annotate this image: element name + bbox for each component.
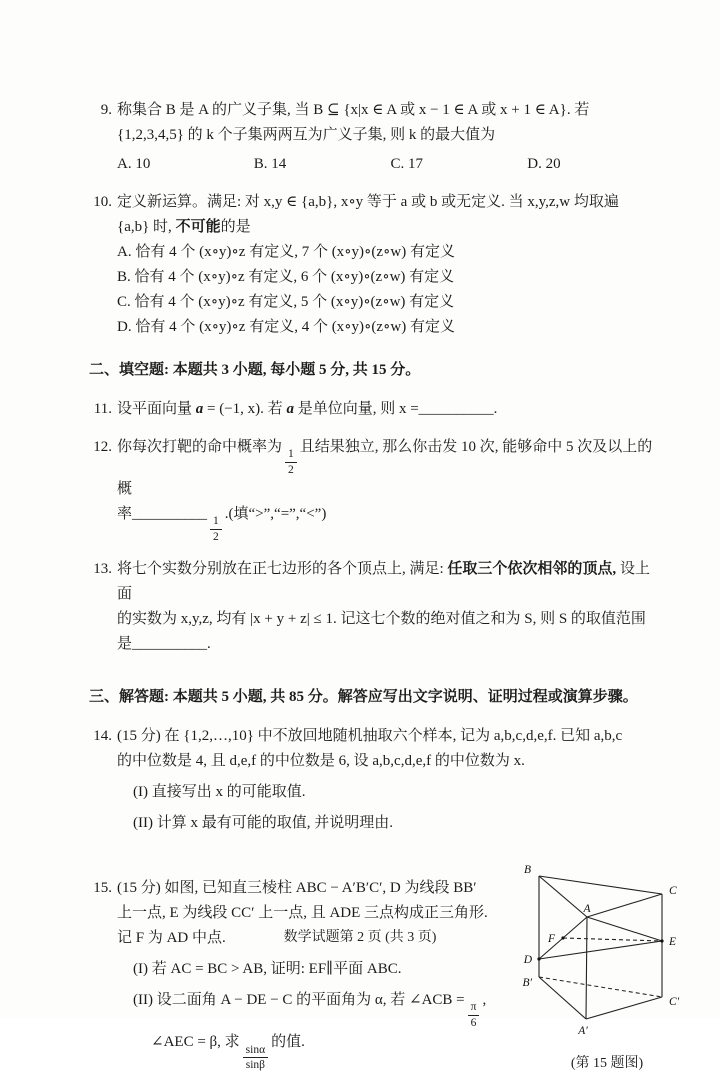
question-14-number: 14. [93, 728, 112, 745]
vertex-label-E: E [669, 936, 677, 949]
question-15-line2: 上一点, E 为线段 CC′ 上一点, 且 ADE 三点构成正三角形. [117, 905, 488, 922]
vertex-label-A-prime: A′ [578, 1025, 588, 1038]
prism-figure [517, 862, 697, 1040]
question-12-number: 12. [93, 439, 112, 455]
vertex-label-A: A [583, 903, 591, 916]
vertex-label-F: F [547, 933, 555, 946]
question-13-line3: 是__________. [117, 636, 211, 653]
option-a: A. 10 [117, 156, 151, 172]
fraction-pi-over-6 [468, 1000, 480, 1030]
question-9-options [117, 152, 664, 177]
question-13 [89, 557, 664, 657]
question-11-number: 11. [93, 401, 112, 417]
vertex-label-B-prime: B′ [522, 977, 532, 990]
question-14-item-2: (II) 计算 x 最有可能的取值, 并说明理由. [133, 815, 393, 832]
option-b: B. 14 [253, 156, 287, 172]
question-15-item-2b [151, 1030, 509, 1072]
fraction-one-half [210, 514, 222, 544]
fraction-denominator: 2 [213, 530, 219, 543]
q15-item2b-pre: ∠AEC = β, 求 [151, 1034, 240, 1051]
question-11-line1 [117, 397, 664, 422]
question-9-line1: 称集合 B 是 A 的广义子集, 当 B ⊆ {x|x ∈ A 或 x − 1 ∈ A 或 x + 1 ∈ A}. 若 [117, 102, 590, 118]
fraction-numerator: 1 [285, 447, 297, 462]
question-15-line1: (15 分) 如图, 已知直三棱柱 ABC − A′B′C′, D 为线段 BB′ [117, 880, 477, 897]
question-10-number: 10. [93, 194, 112, 210]
q12-seg2: 且结果独立, 那么你击发 10 次, 能够命中 5 次及以上的概 [117, 439, 653, 498]
q13-seg2: 设上面 [117, 561, 650, 603]
question-14-line2: 的中位数是 4, 且 d,e,f 的中位数是 6, 设 a,b,c,d,e,f 的中位数为 x. [117, 753, 525, 770]
question-13-line2: 的实数为 x,y,z, 均有 |x + y + z| ≤ 1. 记这七个数的绝对值之和为 S, 则 S 的取值范围 [117, 611, 646, 628]
fraction-sin-ratio [243, 1043, 268, 1073]
question-15-number: 15. [93, 880, 112, 897]
page-footer: 数学试题第 2 页 (共 3 页) [283, 930, 437, 945]
question-13-line1 [117, 557, 664, 607]
q13-seg1: 将七个实数分别放在正七边形的各个顶点上, 满足: [117, 561, 448, 578]
option-c: C. 17 [390, 156, 424, 172]
question-12-line2 [117, 502, 664, 544]
q15-item2-pre: (II) 设二面角 A − DE − C 的平面角为 α, 若 ∠ACB = [133, 992, 465, 1009]
question-9-line2: {1,2,3,4,5} 的 k 个子集两两互为广义子集, 则 k 的最大值为 [117, 127, 496, 143]
question-12-line1 [117, 435, 664, 502]
option-d: D. 恰有 4 个 (x∘y)∘z 有定义, 4 个 (x∘y)∘(z∘w) 有定义 [117, 319, 455, 335]
q11-seg1: 设平面向量 [117, 401, 196, 417]
question-11 [89, 397, 664, 422]
question-15-figure [509, 862, 697, 1076]
option-b: B. 恰有 4 个 (x∘y)∘z 有定义, 6 个 (x∘y)∘(z∘w) 有定义 [117, 269, 455, 285]
option-a: A. 恰有 4 个 (x∘y)∘z 有定义, 7 个 (x∘y)∘(z∘w) 有定义 [117, 244, 455, 260]
question-14-item-1: (I) 直接写出 x 的可能取值. [133, 784, 306, 801]
question-10-line1: 定义新运算。满足: 对 x,y ∈ {a,b}, x∘y 等于 a 或 b 或无定义. 当 x,y,z,w 均取遍 [117, 194, 619, 210]
question-10-line2-bold: 不可能 [175, 219, 221, 235]
q12-seg4: .(填“>”,“=”,“<”) [224, 506, 327, 523]
fraction-numerator: 1 [210, 514, 222, 529]
question-15-item-1: (I) 若 AC = BC > AB, 证明: EF∥平面 ABC. [133, 961, 402, 978]
question-15-line3: 记 F 为 AD 中点. [117, 930, 226, 947]
section-2-title: 二、填空题: 本题共 3 小题, 每小题 5 分, 共 15 分。 [89, 362, 421, 378]
q11-vector-a: a [195, 401, 204, 417]
question-10 [89, 190, 664, 340]
q11-seg3: 是单位向量, 则 x =__________. [293, 401, 498, 417]
question-15 [89, 864, 680, 1076]
question-10-line2-pre: {a,b} 时, [117, 219, 176, 235]
q11-vector-a2: a [286, 401, 294, 417]
section-3-title: 三、解答题: 本题共 5 小题, 共 85 分。解答应写出文字说明、证明过程或演算步骤。 [89, 689, 638, 706]
fraction-denominator: 2 [288, 463, 294, 476]
option-c: C. 恰有 4 个 (x∘y)∘z 有定义, 5 个 (x∘y)∘(z∘w) 有定义 [117, 294, 455, 310]
vertex-label-C: C [669, 885, 677, 898]
fraction-one-half [285, 447, 297, 477]
question-13-number: 13. [93, 561, 112, 578]
q12-seg3: 率__________ [117, 506, 208, 523]
question-9 [89, 98, 664, 177]
vertex-label-C-prime: C′ [669, 996, 680, 1009]
question-15-item-2a [133, 988, 509, 1030]
question-9-number: 9. [100, 102, 112, 118]
q15-item2-mid: , [482, 992, 487, 1009]
fraction-numerator: sinα [243, 1043, 268, 1058]
question-14 [89, 724, 664, 836]
question-14-line1: (15 分) 在 {1,2,…,10} 中不放回地随机抽取六个样本, 记为 a,b,c,d,e,f. 已知 a,b,c [117, 728, 623, 745]
question-10-line2 [117, 215, 664, 240]
q12-seg1: 你每次打靶的命中概率为 [117, 439, 283, 455]
fraction-numerator: π [468, 1000, 480, 1015]
question-10-line2-post: 的是 [220, 219, 251, 235]
q11-seg2: = (−1, x). 若 [203, 401, 287, 417]
question-12 [89, 435, 664, 544]
vertex-label-D: D [523, 954, 532, 967]
q13-bold-condition: 任取三个依次相邻的顶点, [447, 561, 617, 578]
q15-item2b-post: 的值. [271, 1034, 305, 1051]
vertex-label-B: B [523, 864, 531, 877]
fraction-denominator: 6 [470, 1016, 477, 1029]
option-d: D. 20 [527, 156, 561, 172]
figure-caption: (第 15 题图) [570, 1056, 644, 1072]
fraction-denominator: sinβ [245, 1058, 266, 1071]
